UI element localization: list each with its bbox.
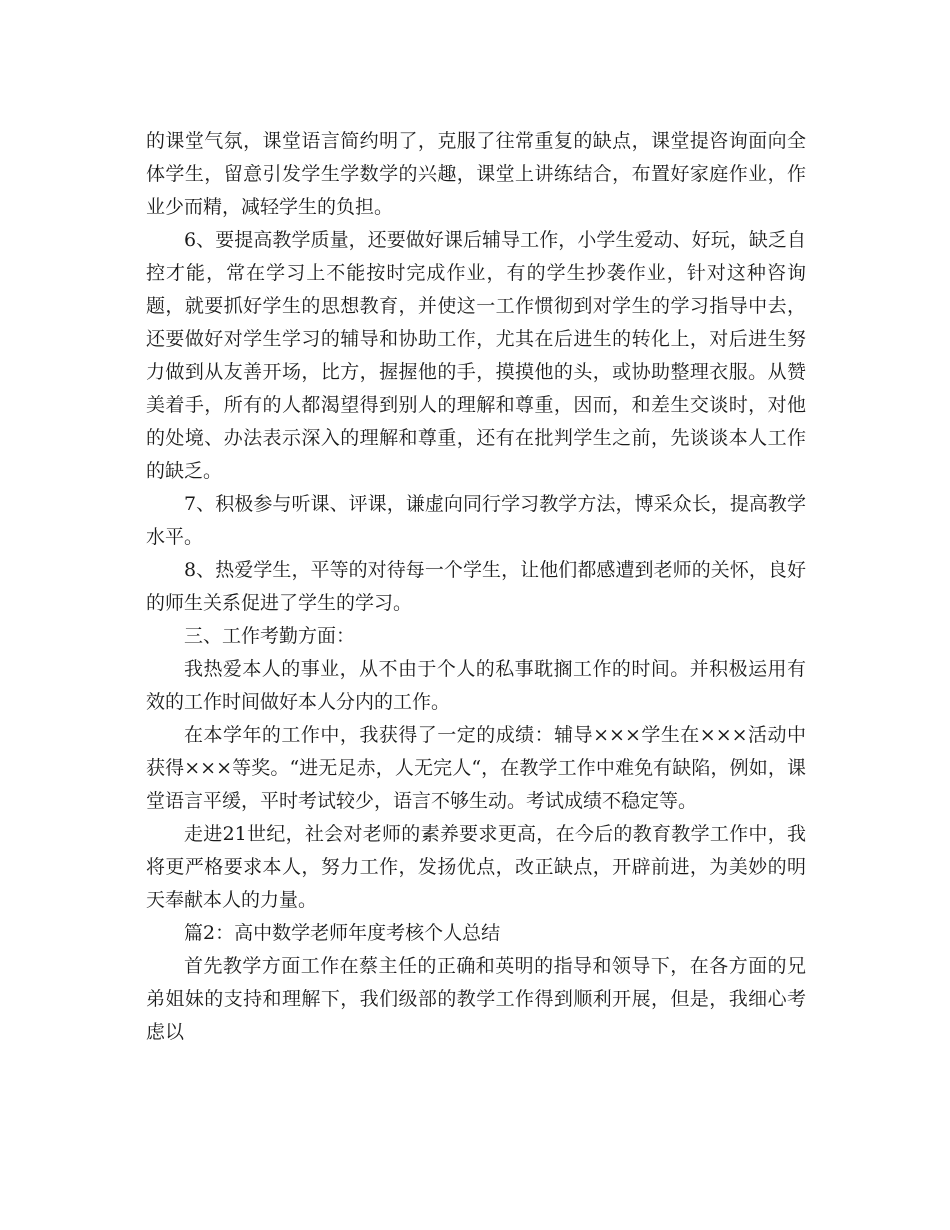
paragraph-2: 6、要提高教学质量，还要做好课后辅导工作，小学生爱动、好玩，缺乏自控才能，常在学习上不能按时完成作业，有的学生抄袭作业，针对这种咨询题，就要抓好学生的思想教育，并使这一工作惯彻到对学生的学习指导中去，还要做好对学生学习的辅导和协助工作，尤其在后进生的转化上，对后进生努力做到从友善开场，比方，握握他的手，摸摸他的头，或协助整理衣服。从赞美着手，所有的人都渴望得到别人的理解和尊重，因而，和差生交谈时，对他的处境、办法表示深入的理解和尊重，还有在批判学生之前，先谈谈本人工作的缺乏。 [146,229,806,482]
paragraph-10: 首先教学方面工作在蔡主任的正确和英明的指导和领导下，在各方面的兄弟姐妹的支持和理解下，我们级部的教学工作得到顺利开展，但是，我细心考虑以 [146,955,806,1043]
paragraph-1: 的课堂气氛，课堂语言简约明了，克服了往常重复的缺点，课堂提咨询面向全体学生，留意引发学生学数学的兴趣，课堂上讲练结合，布置好家庭作业，作业少而精，减轻学生的负担。 [146,130,806,218]
paragraph-4: 8、热爱学生，平等的对待每一个学生，让他们都感遭到老师的关怀，良好的师生关系促进了学生的学习。 [146,559,806,614]
article-heading: 篇2：高中数学老师年度考核个人总结 [184,922,501,944]
paragraph-3: 7、积极参与听课、评课，谦虚向同行学习教学方法，博采众长，提高教学水平。 [146,493,806,548]
document-body [146,125,806,1049]
paragraph-6: 我热爱本人的事业，从不由于个人的私事耽搁工作的时间。并积极运用有效的工作时间做好本人分内的工作。 [146,658,806,713]
paragraph-7: 在本学年的工作中，我获得了一定的成绩：辅导×××学生在×××活动中获得×××等奖。“进无足赤，人无完人“，在教学工作中难免有缺陷，例如，课堂语言平缓，平时考试较少，语言不够生动。考试成绩不稳定等。 [146,724,806,812]
paragraph-8: 走进21世纪，社会对老师的素养要求更高，在今后的教育教学工作中，我将更严格要求本人，努力工作，发扬优点，改正缺点，开辟前进，为美妙的明天奉献本人的力量。 [146,823,806,911]
section-heading-attendance: 三、工作考勤方面： [184,625,356,647]
